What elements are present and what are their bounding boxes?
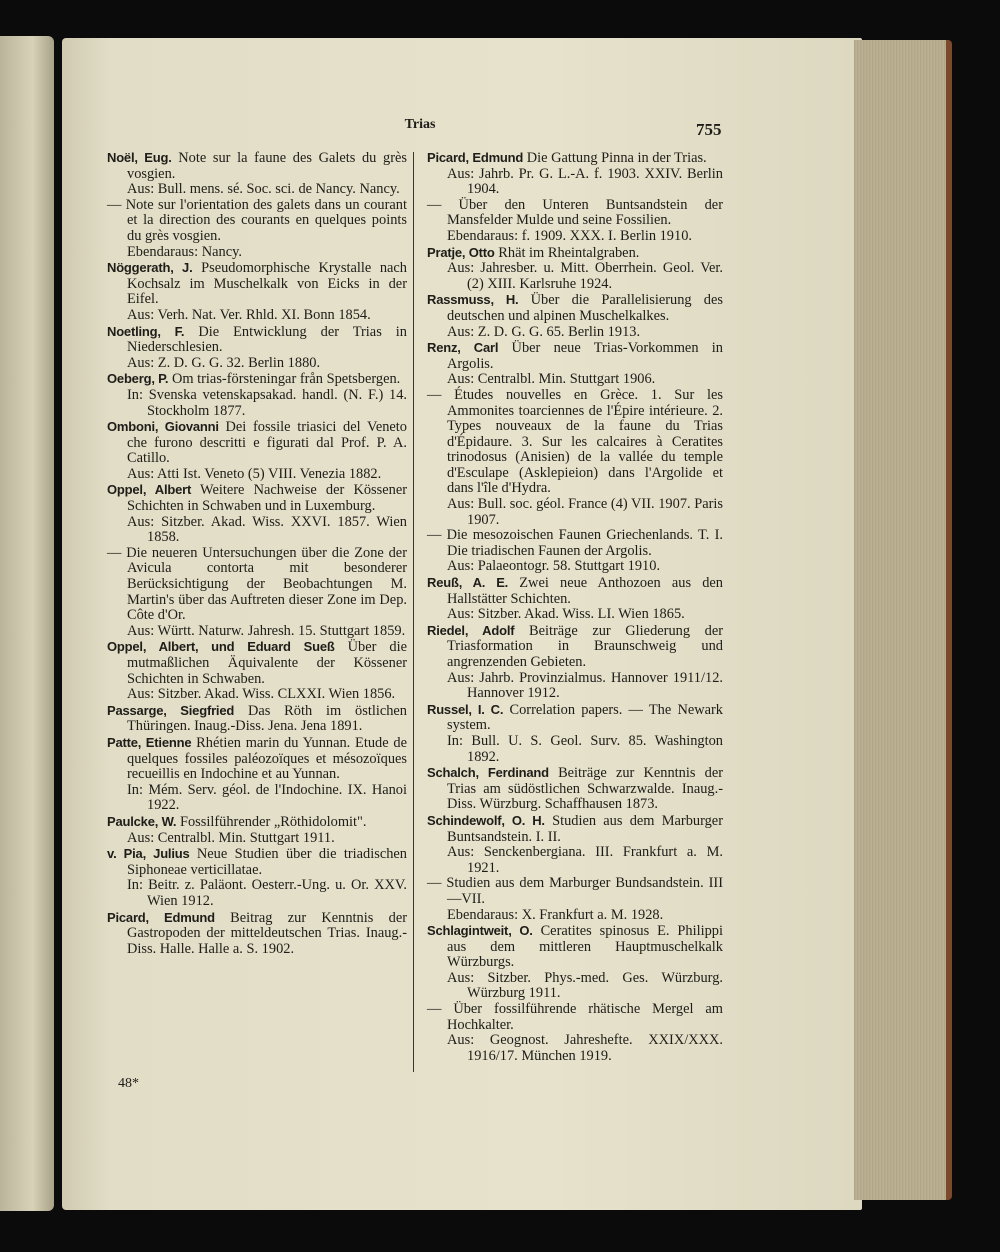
bibliography-entry <box>107 260 407 323</box>
bibliography-entry <box>427 292 723 340</box>
entry-author: Schindewolf, O. H. <box>427 812 545 828</box>
entry-title <box>107 371 407 388</box>
entry-source <box>427 559 723 575</box>
entry-text: Rhät im Rheintalgraben. <box>498 244 640 261</box>
entry-text: — Die mesozoischen Faunen Griechenlands. T. I. Die triadischen Faunen der Argolis. <box>427 527 723 559</box>
bibliography-entry <box>107 703 407 735</box>
entry-source <box>427 908 723 924</box>
entry-source <box>107 515 407 546</box>
bibliography-entry <box>427 813 723 923</box>
column-divider <box>413 152 414 1072</box>
entry-text: — Note sur l'orientation des galets dans un courant et la direction des courants en quelques points du grès vosgien. <box>107 196 407 244</box>
bibliography-entry <box>427 765 723 813</box>
entry-title <box>427 340 723 372</box>
entry-author: Picard, Edmund <box>427 150 524 165</box>
entry-text: Aus: Centralbl. Min. Stuttgart 1906. <box>447 371 656 388</box>
bibliography-entry <box>427 702 723 765</box>
entry-text: Aus: Geognost. Jahreshefte. XXIX/XXX. 1916/17. München 1919. <box>447 1032 723 1064</box>
entry-title <box>427 876 723 907</box>
entry-text: Aus: Sitzber. Phys.-med. Ges. Würzburg. Würzburg 1911. <box>447 969 723 1002</box>
entry-title <box>427 292 723 324</box>
entry-text: In: Svenska vetenskapsakad. handl. (N. F.) 14. Stockholm 1877. <box>127 386 407 419</box>
entry-text: Beitrag zur Kenntnis der Gastropoden der mitteldeutschen Trias. Inaug.-Diss. Halle. Halle a. S. 1902. <box>127 909 407 957</box>
entry-source <box>107 467 407 483</box>
entry-source <box>107 831 407 847</box>
entry-source <box>427 372 723 388</box>
entry-source <box>427 1033 723 1064</box>
entry-text: Die Gattung Pinna in der Trias. <box>526 150 707 166</box>
running-title: Trias <box>404 117 436 132</box>
entry-text: — Die neueren Untersuchungen über die Zone der Avicula contorta mit besonderer Berücksichtigung der Beobachtungen M. Martin's über das Auftreten dieser Zone im Dep. Côte d'Or. <box>107 544 407 624</box>
entry-text: Aus: Jahrb. Provinzialmus. Hannover 1911/12. Hannover 1912. <box>447 669 723 702</box>
entry-title <box>107 639 407 687</box>
entry-text: Über die Parallelisierung des deutschen und alpinen Muschelkalkes. <box>447 292 723 324</box>
entry-title <box>107 814 407 831</box>
entry-title <box>107 260 407 308</box>
bibliography-entry <box>427 245 723 293</box>
bibliography-entry <box>107 846 407 909</box>
entry-text: Über neue Trias-Vorkommen in Argolis. <box>447 340 723 372</box>
entry-text: In: Bull. U. S. Geol. Surv. 85. Washington 1892. <box>447 732 723 765</box>
entry-source <box>107 624 407 640</box>
entry-text: Aus: Palaeontogr. 58. Stuttgart 1910. <box>447 558 661 575</box>
entry-title <box>427 702 723 734</box>
entry-author: Paulcke, W. <box>107 813 177 829</box>
entry-text: Ebendaraus: Nancy. <box>127 243 242 260</box>
entry-text: Aus: Bull. soc. géol. France (4) VII. 1907. Paris 1907. <box>447 496 723 528</box>
entry-text: Correlation papers. — The Newark system. <box>447 701 723 734</box>
entry-source <box>107 687 407 703</box>
entry-source <box>427 261 723 292</box>
entry-source <box>427 734 723 765</box>
left-page-edge <box>0 36 54 1211</box>
entry-author: Schalch, Ferdinand <box>427 765 549 781</box>
entry-text: Aus: Atti Ist. Veneto (5) VIII. Venezia 1882. <box>127 465 382 482</box>
entry-title <box>107 482 407 514</box>
entry-text: Aus: Jahresber. u. Mitt. Oberrhein. Geol. Ver. (2) XIII. Karlsruhe 1924. <box>447 260 723 292</box>
entry-author: Noetling, F. <box>107 323 185 339</box>
bibliography-column-left <box>107 150 407 957</box>
entry-text: Note sur la faune des Galets du grès vosgien. <box>127 150 407 182</box>
entry-text: Pseudomorphische Krystalle nach Kochsalz im Muschelkalk von Eicks in der Eifel. <box>127 260 407 308</box>
entry-text: Beiträge zur Kenntnis der Trias am südöstlichen Schwarzwalde. Inaug.-Diss. Würzburg. Schaffhausen 1873. <box>447 765 723 813</box>
entry-source <box>107 245 407 261</box>
entry-source <box>107 878 407 909</box>
entry-title <box>427 1002 723 1033</box>
bibliography-entry <box>107 324 407 372</box>
entry-title <box>427 813 723 845</box>
bibliography-entry <box>107 735 407 814</box>
entry-author: Oeberg, P. <box>107 371 169 387</box>
entry-title <box>427 245 723 262</box>
entry-text: — Studien aus dem Marburger Bundsandstein. III—VII. <box>427 875 723 907</box>
entry-title <box>107 703 407 735</box>
entry-text: Aus: Sitzber. Akad. Wiss. CLXXI. Wien 1856. <box>127 686 396 703</box>
bibliography-entry <box>107 419 407 482</box>
entry-text: Fossilführender „Röthidolomit". <box>179 813 367 830</box>
entry-text: In: Beitr. z. Paläont. Oesterr.-Ung. u. Or. XXV. Wien 1912. <box>127 877 407 909</box>
entry-source <box>427 671 723 702</box>
entry-author: Schlagintweit, O. <box>427 923 533 939</box>
entry-source <box>107 388 407 419</box>
entry-title <box>427 575 723 607</box>
entry-text: In: Mém. Serv. géol. de l'Indochine. IX. Hanoi 1922. <box>127 781 407 814</box>
entry-text: — Über fossilführende rhätische Mergel am Hochkalter. <box>427 1001 723 1033</box>
entry-text: Aus: Z. D. G. G. 65. Berlin 1913. <box>447 323 641 340</box>
entry-text: Dei fossile triasici del Veneto che furono descritti e figurati dal Prof. P. A. Catillo. <box>127 419 407 467</box>
entry-text: Über die mutmaßlichen Äquivalente der Kössener Schichten in Schwaben. <box>127 639 407 687</box>
entry-title <box>427 623 723 671</box>
entry-author: Rassmuss, H. <box>427 292 519 308</box>
entry-source <box>107 182 407 198</box>
bibliography-entry <box>427 575 723 623</box>
entry-text: Aus: Senckenbergiana. III. Frankfurt a. M. 1921. <box>447 844 723 876</box>
entry-title <box>107 846 407 878</box>
bibliography-entry <box>107 371 407 419</box>
entry-text: Die Entwicklung der Trias in Niederschlesien. <box>127 323 407 356</box>
bibliography-column-right <box>427 150 723 1064</box>
entry-author: Russel, I. C. <box>427 701 504 717</box>
entry-text: Neue Studien über die triadischen Siphoneae verticillatae. <box>127 846 407 878</box>
entry-text: Ceratites spinosus E. Philippi aus dem mittleren Hauptmuschelkalk Würzburgs. <box>447 923 723 971</box>
bibliography-entry <box>107 482 407 639</box>
entry-author: Omboni, Giovanni <box>107 419 219 435</box>
entry-text: Om trias-försteningar från Spetsbergen. <box>171 371 401 388</box>
bibliography-entry <box>427 923 723 1064</box>
entry-author: Picard, Edmund <box>107 909 215 925</box>
entry-author: Nöggerath, J. <box>107 260 193 276</box>
entry-text: Aus: Sitzber. Akad. Wiss. LI. Wien 1865. <box>447 606 685 623</box>
entry-author: Passarge, Siegfried <box>107 702 235 718</box>
entry-text: Studien aus dem Marburger Buntsandstein. I. II. <box>447 812 723 845</box>
entry-text: Weitere Nachweise der Kössener Schichten in Schwaben und in Luxemburg. <box>127 482 407 515</box>
entry-source <box>427 971 723 1002</box>
entry-title <box>427 923 723 971</box>
signature-mark: 48* <box>118 1076 139 1091</box>
entry-title <box>107 324 407 356</box>
bibliography-entry <box>427 623 723 702</box>
entry-title <box>107 150 407 182</box>
entry-text: Das Röth im östlichen Thüringen. Inaug.-Diss. Jena. Jena 1891. <box>127 702 407 735</box>
entry-text: Ebendaraus: f. 1909. XXX. I. Berlin 1910. <box>447 227 692 244</box>
entry-text: Aus: Centralbl. Min. Stuttgart 1911. <box>127 829 335 846</box>
entry-title <box>107 198 407 245</box>
bibliography-entry <box>107 150 407 260</box>
entry-title <box>427 150 723 167</box>
entry-source <box>427 325 723 341</box>
entry-author: Patte, Etienne <box>107 734 192 750</box>
entry-text: Ebendaraus: X. Frankfurt a. M. 1928. <box>447 906 664 923</box>
bibliography-entry <box>107 814 407 846</box>
entry-title <box>427 528 723 559</box>
entry-author: Noël, Eug. <box>107 150 172 165</box>
entry-source <box>107 308 407 324</box>
entry-source <box>427 845 723 876</box>
entry-title <box>427 765 723 813</box>
bibliography-entry <box>107 639 407 702</box>
entry-author: Riedel, Adolf <box>427 622 515 638</box>
entry-title <box>427 198 723 229</box>
entry-author: Pratje, Otto <box>427 244 495 260</box>
entry-source <box>427 167 723 198</box>
entry-title <box>107 546 407 624</box>
entry-text: Aus: Sitzber. Akad. Wiss. XXVI. 1857. Wien 1858. <box>127 513 407 546</box>
entry-text: — Über den Unteren Buntsandstein der Mansfelder Mulde und seine Fossilien. <box>427 196 723 229</box>
entry-text: Aus: Württ. Naturw. Jahresh. 15. Stuttgart 1859. <box>127 622 406 639</box>
entry-title <box>107 419 407 467</box>
entry-author: v. Pia, Julius <box>107 846 190 862</box>
entry-text: Aus: Z. D. G. G. 32. Berlin 1880. <box>127 354 321 371</box>
entry-author: Reuß, A. E. <box>427 575 509 591</box>
bibliography-entry <box>107 910 407 958</box>
entry-text: — Études nouvelles en Grèce. 1. Sur les Ammonites toarciennes de l'Épire intérieure. 2. Types nouveaux de la faune du Trias d'Épidaure. 3. Sur les calcaires à Ceratites trinodosus (Anisien) de la vallée du temple d'Esculape (Asklepieion) dans l'Argolide et dans l'île d'Hydra. <box>427 386 723 497</box>
entry-author: Renz, Carl <box>427 340 499 356</box>
entry-text: Rhétien marin du Yunnan. Etude de quelques fossiles paléozoïques et mésozoïques recueillis en Indochine et au Yunnan. <box>127 734 407 783</box>
entry-text: Aus: Verh. Nat. Ver. Rhld. XI. Bonn 1854. <box>127 306 371 323</box>
page-block-edges <box>854 40 952 1200</box>
entry-author: Oppel, Albert, und Eduard Sueß <box>107 639 335 655</box>
entry-author: Oppel, Albert <box>107 482 192 498</box>
entry-source <box>107 356 407 372</box>
entry-text: Zwei neue Anthozoen aus den Hallstätter Schichten. <box>447 575 723 607</box>
entry-text: Beiträge zur Gliederung der Triasformation in Braunschweig und angrenzenden Gebieten. <box>447 622 723 670</box>
entry-title <box>427 388 723 497</box>
entry-source <box>427 229 723 245</box>
entry-source <box>427 607 723 623</box>
entry-text: Aus: Jahrb. Pr. G. L.-A. f. 1903. XXIV. Berlin 1904. <box>447 165 723 198</box>
page-number: 755 <box>696 120 722 139</box>
entry-title <box>107 910 407 958</box>
bibliography-entry <box>427 340 723 575</box>
entry-text: Aus: Bull. mens. sé. Soc. sci. de Nancy. Nancy. <box>127 181 400 198</box>
bibliography-entry <box>427 150 723 245</box>
entry-title <box>107 735 407 783</box>
entry-source <box>107 783 407 814</box>
entry-source <box>427 497 723 528</box>
